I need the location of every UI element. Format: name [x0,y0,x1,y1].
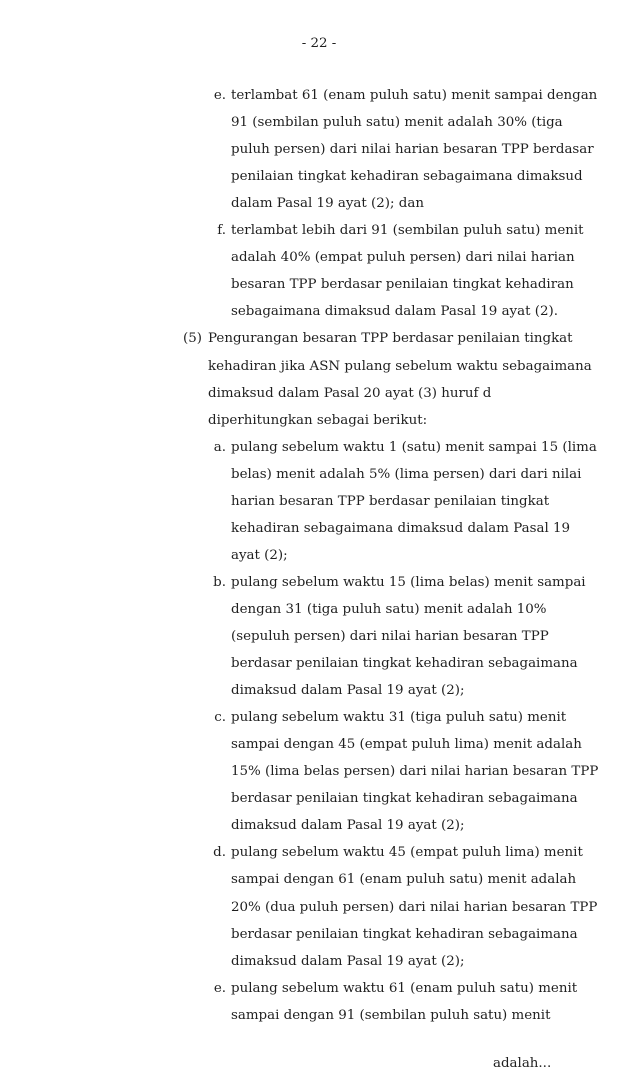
item-text-line: dimaksud dalam Pasal 19 ayat (2); [231,818,465,834]
item-text-line: berdasar penilaian tingkat kehadiran sebagaimana [231,656,578,672]
item-text-line: penilaian tingkat kehadiran sebagaimana dimaksud [231,169,583,185]
item-marker: d. [213,845,226,861]
item-text-line: dengan 31 (tiga puluh satu) menit adalah 10% [231,601,547,617]
item-text-line: terlambat 61 (enam puluh satu) menit sampai dengan [231,88,598,103]
page-number: - 22 - [301,36,337,51]
item-text-line: adalah 40% (empat puluh persen) dari nilai harian [231,250,575,266]
item-text-line: ayat (2); [231,547,288,563]
item-text-line: belas) menit adalah 5% (lima persen) dari dari nilai [231,466,582,482]
paragraph-marker: (5) [183,331,202,347]
item-text-line: dimaksud dalam Pasal 19 ayat (2); [231,953,465,969]
item-text-line: pulang sebelum waktu 45 (empat puluh lima) menit [231,845,583,861]
paragraph-text-line: diperhitungkan sebagai berikut: [208,412,428,428]
item-text-line: terlambat lebih dari 91 (sembilan puluh satu) menit [231,223,584,239]
item-text-line: pulang sebelum waktu 31 (tiga puluh satu) menit [231,710,567,726]
item-text-line: dimaksud dalam Pasal 19 ayat (2); [231,683,465,699]
continuation-text: adalah... [493,1056,552,1072]
item-text-line: pulang sebelum waktu 61 (enam puluh satu) menit [231,980,578,996]
paragraph-text-line: Pengurangan besaran TPP berdasar penilaian tingkat [208,331,573,347]
item-text-line: sampai dengan 61 (enam puluh satu) menit adalah [231,872,577,888]
item-text-line: berdasar penilaian tingkat kehadiran sebagaimana [231,926,578,942]
item-text-line: sampai dengan 91 (sembilan puluh satu) menit [231,1007,551,1023]
item-text-line: sampai dengan 45 (empat puluh lima) menit adalah [231,737,582,753]
item-text-line: harian besaran TPP berdasar penilaian tingkat [231,493,550,509]
item-marker: c. [214,710,226,726]
item-text-line: besaran TPP berdasar penilaian tingkat kehadiran [231,277,574,293]
item-text-line: dalam Pasal 19 ayat (2); dan [231,196,424,212]
item-marker: a. [213,439,226,455]
item-text-line: pulang sebelum waktu 1 (satu) menit sampai 15 (lima [231,439,597,455]
item-text-line: 20% (dua puluh persen) dari nilai harian besaran TPP [231,899,598,915]
paragraph-text-line: dimaksud dalam Pasal 20 ayat (3) huruf d [208,385,492,401]
item-marker: e. [213,88,226,103]
item-text-line: 15% (lima belas persen) dari nilai harian besaran TPP [231,764,599,780]
item-text-line: 91 (sembilan puluh satu) menit adalah 30% (tiga [231,115,563,131]
paragraph-text-line: kehadiran jika ASN pulang sebelum waktu sebagaimana [208,358,592,374]
item-text-line: (sepuluh persen) dari nilai harian besaran TPP [231,629,549,644]
item-text-line: kehadiran sebagaimana dimaksud dalam Pasal 19 [231,520,571,536]
item-text-line: sebagaimana dimaksud dalam Pasal 19 ayat (2). [231,304,558,320]
item-text-line: berdasar penilaian tingkat kehadiran sebagaimana [231,791,578,807]
item-marker: b. [213,574,226,590]
item-marker: f. [217,223,226,239]
item-marker: e. [213,980,226,996]
item-text-line: pulang sebelum waktu 15 (lima belas) menit sampai [231,574,586,590]
item-text-line: puluh persen) dari nilai harian besaran TPP berdasar [231,142,594,158]
